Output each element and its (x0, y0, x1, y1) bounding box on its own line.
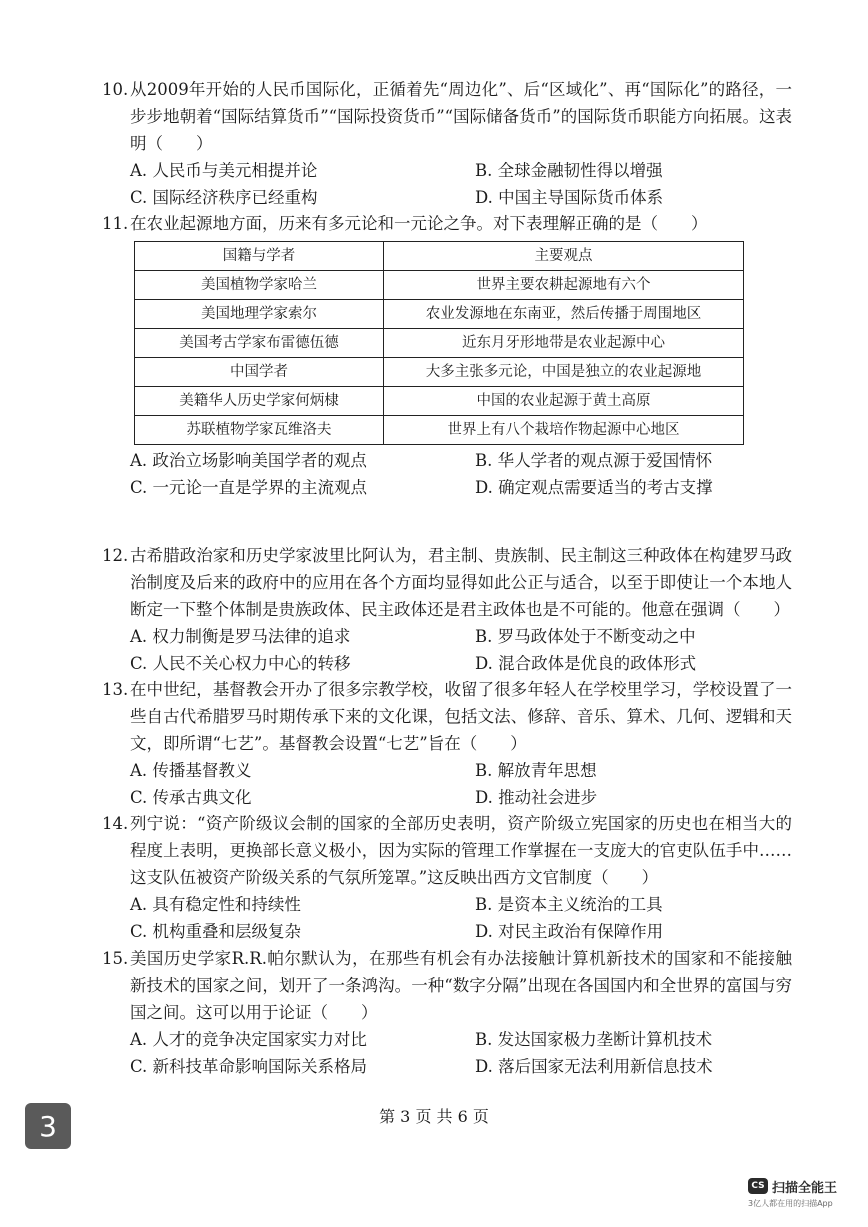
option-d: D. 推动社会进步 (475, 788, 598, 807)
table-row (135, 358, 744, 387)
option-a: A. 具有稳定性和持续性 (130, 895, 301, 914)
table-header-row (135, 242, 744, 271)
option-c: C. 新科技革命影响国际关系格局 (130, 1057, 368, 1076)
table-cell: 美国考古学家布雷德伍德 (135, 329, 384, 358)
question-number: 13. (102, 680, 129, 699)
table-cell: 世界上有八个栽培作物起源中心地区 (384, 416, 744, 445)
option-b: B. 发达国家极力垄断计算机技术 (475, 1030, 713, 1049)
option-d: D. 中国主导国际货币体系 (475, 188, 664, 207)
table-cell: 美籍华人历史学家何炳棣 (135, 387, 384, 416)
table-row (135, 387, 744, 416)
table-cell: 苏联植物学家瓦维洛夫 (135, 416, 384, 445)
option-c: C. 机构重叠和层级复杂 (130, 922, 302, 941)
option-b: B. 罗马政体处于不断变动之中 (475, 627, 696, 646)
table-cell: 大多主张多元论，中国是独立的农业起源地 (384, 358, 744, 387)
option-b: B. 全球金融韧性得以增强 (475, 161, 663, 180)
question-14 (102, 810, 792, 945)
question-11 (102, 210, 792, 501)
question-number: 11. (102, 214, 129, 233)
brand-name: 扫描全能王 (772, 1181, 838, 1196)
option-a: A. 权力制衡是罗马法律的追求 (130, 627, 351, 646)
option-a: A. 传播基督教义 (130, 761, 252, 780)
options (130, 1026, 792, 1080)
table-cell: 近东月牙形地带是农业起源中心 (384, 329, 744, 358)
options (130, 891, 792, 945)
origins-table (134, 241, 744, 445)
table-cell: 中国的农业起源于黄土高原 (384, 387, 744, 416)
option-c: C. 传承古典文化 (130, 788, 252, 807)
question-number: 10. (102, 80, 129, 99)
option-c: C. 人民不关心权力中心的转移 (130, 654, 351, 673)
option-b: B. 是资本主义统治的工具 (475, 895, 663, 914)
options (130, 757, 792, 811)
question-number: 14. (102, 814, 129, 833)
table-cell: 美国地理学家索尔 (135, 300, 384, 329)
table-cell: 中国学者 (135, 358, 384, 387)
option-d: D. 确定观点需要适当的考古支撑 (475, 478, 713, 497)
option-d: D. 混合政体是优良的政体形式 (475, 654, 697, 673)
question-stem: 美国历史学家R.R.帕尔默认为，在那些有机会有办法接触计算机新技术的国家和不能接触新技术的国家之间，划开了一条鸿沟。一种“数字分隔”出现在各国国内和全世界的富国与穷国之间。这可以用于论证（ ） (130, 949, 792, 1022)
page-number-footer: 第 3 页 共 6 页 (379, 1107, 489, 1126)
brand-tagline: 3亿人都在用的扫描App (748, 1199, 833, 1208)
option-d: D. 落后国家无法利用新信息技术 (475, 1057, 713, 1076)
question-13 (102, 676, 792, 811)
table-cell: 美国植物学家哈兰 (135, 271, 384, 300)
question-12 (102, 542, 792, 677)
option-a: A. 人才的竞争决定国家实力对比 (130, 1030, 367, 1049)
table-row (135, 271, 744, 300)
question-15 (102, 945, 792, 1080)
options (130, 623, 792, 677)
table-row (135, 416, 744, 445)
page-badge: 3 (25, 1103, 71, 1149)
question-10 (102, 76, 792, 211)
options (130, 447, 792, 501)
option-d: D. 对民主政治有保障作用 (475, 922, 664, 941)
option-c: C. 一元论一直是学界的主流观点 (130, 478, 368, 497)
question-stem: 古希腊政治家和历史学家波里比阿认为，君主制、贵族制、民主制这三种政体在构建罗马政治制度及后来的政府中的应用在各个方面均显得如此公正与适合，以至于即使让一个本地人断定一下整个体制是贵族政体、民主政体还是君主政体也是不可能的。他意在强调（ ） (130, 546, 792, 619)
question-number: 15. (102, 949, 129, 968)
option-a: A. 人民币与美元相提并论 (130, 161, 318, 180)
question-stem: 在农业起源地方面，历来有多元论和一元论之争。对下表理解正确的是（ ） (130, 214, 708, 233)
options (130, 157, 792, 211)
table-cell: 世界主要农耕起源地有六个 (384, 271, 744, 300)
option-b: B. 解放青年思想 (475, 761, 597, 780)
question-stem: 在中世纪，基督教会开办了很多宗教学校，收留了很多年轻人在学校里学习，学校设置了一些自古代希腊罗马时期传承下来的文化课，包括文法、修辞、音乐、算术、几何、逻辑和天文，即所谓“七艺”。基督教会设置“七艺”旨在（ ） (130, 680, 792, 753)
table-cell: 农业发源地在东南亚，然后传播于周围地区 (384, 300, 744, 329)
table-header: 国籍与学者 (135, 242, 384, 271)
question-stem: 从2009年开始的人民币国际化，正循着先“周边化”、后“区域化”、再“国际化”的路径，一步步地朝着“国际结算货币”“国际投资货币”“国际储备货币”的国际货币职能方向拓展。这表明（ ） (130, 80, 792, 153)
option-c: C. 国际经济秩序已经重构 (130, 188, 318, 207)
camscanner-logo-icon: CS (748, 1178, 768, 1194)
option-a: A. 政治立场影响美国学者的观点 (130, 451, 367, 470)
option-b: B. 华人学者的观点源于爱国情怀 (475, 451, 713, 470)
table-header: 主要观点 (384, 242, 744, 271)
question-number: 12. (102, 546, 129, 565)
table-row (135, 329, 744, 358)
table-row (135, 300, 744, 329)
question-stem: 列宁说：“资产阶级议会制的国家的全部历史表明，资产阶级立宪国家的历史也在相当大的程度上表明，更换部长意义极小，因为实际的管理工作掌握在一支庞大的官吏队伍手中……这支队伍被资产阶级关系的气氛所笼罩。”这反映出西方文官制度（ ） (130, 814, 792, 887)
